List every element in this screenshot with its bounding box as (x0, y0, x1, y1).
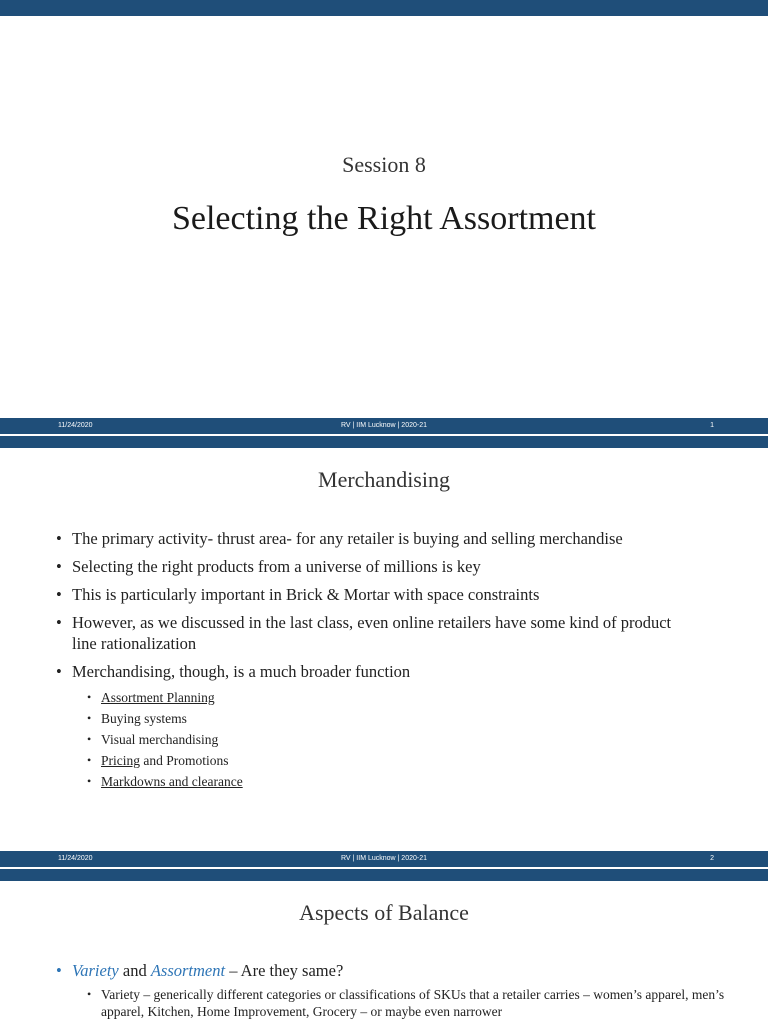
sub-bullet-item: • Variety – generically different categories or classifications of SKUs that a retailer carries – women’s apparel, men’s apparel, Kitchen, Home Improvement, Grocery – or maybe even narrower (87, 986, 727, 1020)
slide2-title: Merchandising (318, 467, 450, 492)
footer-page-number: 1 (710, 422, 714, 429)
slide2-bullets (56, 528, 736, 683)
top-bar (0, 0, 768, 16)
assortment-planning-link[interactable]: Assortment Planning (101, 690, 215, 705)
bullet-item: • The primary activity- thrust area- for any retailer is buying and selling merchandise (56, 528, 736, 549)
sub-bullet-item: • Buying systems (87, 708, 687, 729)
footer-date: 11/24/2020 (58, 855, 93, 862)
slide3-title: Aspects of Balance (299, 900, 469, 925)
bullet-item: • Selecting the right products from a universe of millions is key (56, 556, 736, 577)
sub-bullet-item (87, 750, 687, 771)
footer-center: RV | IIM Lucknow | 2020-21 (341, 855, 427, 862)
slide2-sub-bullets (87, 687, 687, 792)
assortment-term: Assortment (150, 961, 226, 980)
footer-page-number: 2 (710, 855, 714, 862)
sub-bullet-item (87, 771, 687, 792)
slide3-sub-bullets (87, 986, 727, 1020)
bullet-item: • Merchandising, though, is a much broader function (56, 661, 736, 682)
variety-term: Variety (72, 961, 119, 980)
slide1-footer (0, 418, 768, 434)
footer-center: RV | IIM Lucknow | 2020-21 (341, 422, 427, 429)
pricing-rest-text: and Promotions (140, 753, 229, 768)
slide-divider (0, 436, 768, 448)
bullet-item (56, 960, 736, 981)
pricing-link[interactable]: Pricing (101, 753, 140, 768)
footer-date: 11/24/2020 (58, 422, 93, 429)
slide1-subtitle: Session 8 (342, 152, 426, 177)
and-text: and (118, 961, 151, 980)
bullet-item: • However, as we discussed in the last class, even online retailers have some kind of product line rationalization (56, 612, 692, 654)
sub-bullet-item: • Visual merchandising (87, 729, 687, 750)
question-rest: – Are they same? (225, 961, 344, 980)
bullet-item: • This is particularly important in Brick & Mortar with space constraints (56, 584, 736, 605)
sub-bullet-item (87, 687, 687, 708)
slide2-footer (0, 851, 768, 867)
slide-divider (0, 869, 768, 881)
slide1-title: Selecting the Right Assortment (171, 200, 597, 237)
slide3-bullets (56, 960, 736, 981)
markdowns-link[interactable]: Markdowns and clearance (101, 774, 243, 789)
